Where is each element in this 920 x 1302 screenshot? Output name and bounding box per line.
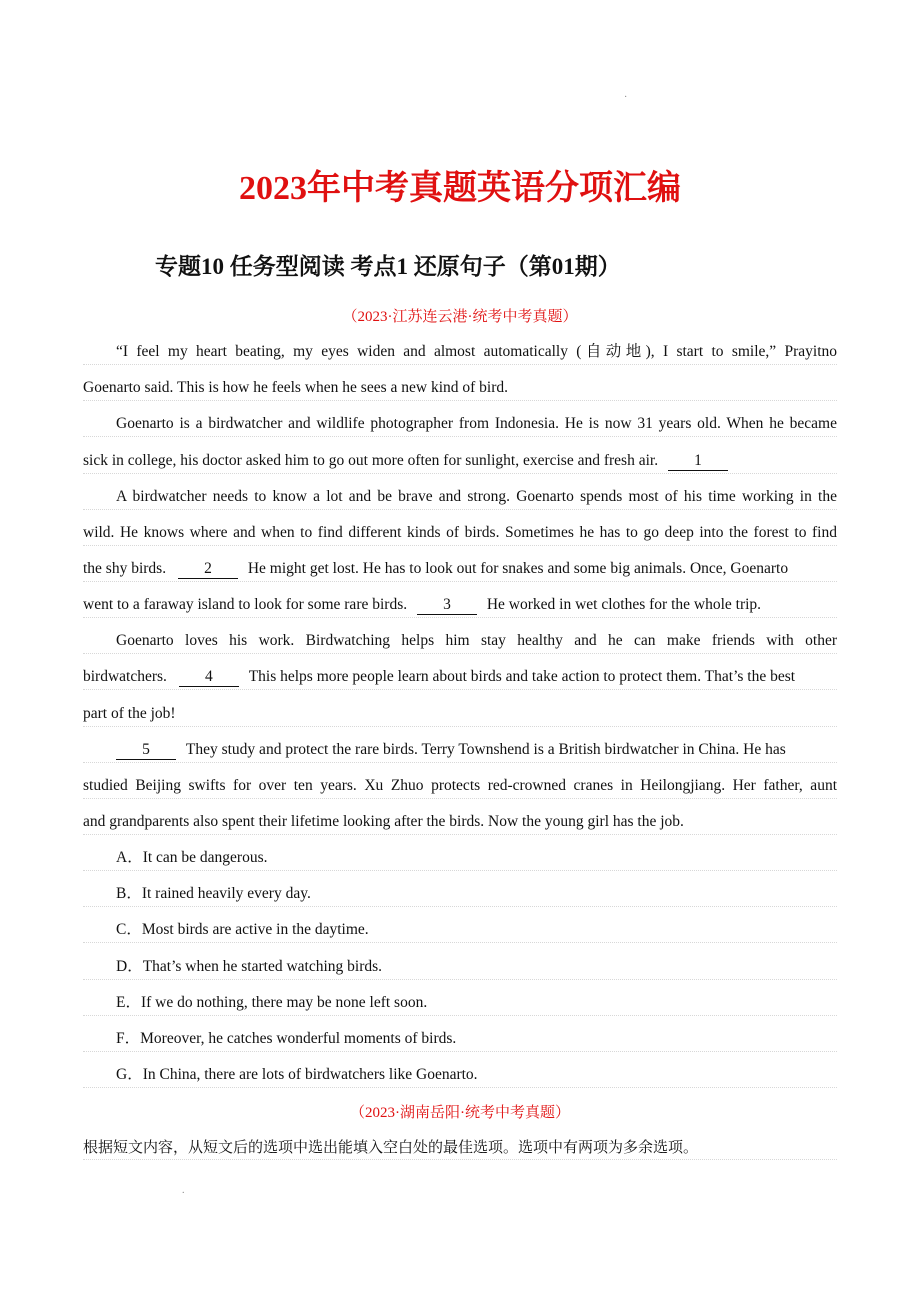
option-g[interactable] [83, 1065, 837, 1088]
option-b[interactable] [83, 884, 837, 907]
blank-1[interactable]: 1 [668, 452, 728, 471]
blank-4[interactable]: 4 [179, 668, 239, 687]
passage-line [83, 595, 837, 618]
blank-2[interactable]: 2 [178, 560, 238, 579]
option-f[interactable] [83, 1029, 837, 1052]
passage-line: Goenarto said. This is how he feels when he sees a new kind of bird. [83, 378, 837, 401]
option-a[interactable] [83, 848, 837, 871]
passage-line [83, 740, 837, 763]
passage-line: part of the job! [83, 704, 837, 727]
passage-text: birdwatchers. [83, 668, 167, 685]
passage-text: He worked in wet clothes for the whole trip. [486, 596, 762, 613]
option-c[interactable] [83, 920, 837, 943]
decorative-dot: · [624, 92, 628, 103]
decorative-dot: . [182, 1185, 185, 1196]
passage-text: the shy birds. [83, 560, 167, 577]
passage-line: wild. He knows where and when to find different kinds of birds. Sometimes he has to go deep into the forest to find [83, 523, 837, 546]
passage-line: A birdwatcher needs to know a lot and be brave and strong. Goenarto spends most of his time working in the [83, 487, 837, 510]
option-text: A．It can be dangerous. [116, 849, 268, 866]
option-d[interactable] [83, 957, 837, 980]
option-text: D．That’s when he started watching birds. [116, 958, 383, 975]
passage-line: and grandparents also spent their lifetime looking after the birds. Now the young girl has the job. [83, 812, 837, 835]
passage-text: went to a faraway island to look for some rare birds. [83, 596, 408, 613]
passage2-source: （2023·湖南岳阳·统考中考真题） [350, 1105, 570, 1121]
passage-line: Goenarto is a birdwatcher and wildlife photographer from Indonesia. He is now 31 years old. When he became [83, 414, 837, 437]
option-text: B．It rained heavily every day. [116, 885, 311, 902]
option-text: C．Most birds are active in the daytime. [116, 921, 369, 938]
passage-line [83, 451, 837, 474]
passage2-instruction: 根据短文内容，从短文后的选项中选出能填入空白处的最佳选项。选项中有两项为多余选项。 [83, 1137, 837, 1160]
blank-5[interactable]: 5 [116, 741, 176, 760]
passage-line [83, 559, 837, 582]
passage-text: sick in college, his doctor asked him to go out more often for sunlight, exercise and fresh air. [83, 452, 659, 469]
passage-line: “I feel my heart beating, my eyes widen and almost automatically (自动地), I start to smile,” Prayitno [83, 342, 837, 365]
passage-text: They study and protect the rare birds. Terry Townshend is a British birdwatcher in China. He has [185, 741, 786, 758]
page-title: 2023年中考真题英语分项汇编 [239, 170, 681, 207]
option-e[interactable] [83, 993, 837, 1016]
blank-3[interactable]: 3 [417, 596, 477, 615]
passage-text: He might get lost. He has to look out for snakes and some big animals. Once, Goenarto [247, 560, 789, 577]
option-text: F．Moreover, he catches wonderful moments of birds. [116, 1030, 457, 1047]
passage1-source: （2023·江苏连云港·统考中考真题） [342, 309, 578, 325]
passage-line: studied Beijing swifts for over ten years. Xu Zhuo protects red-crowned cranes in Heilongjiang. Her father, aunt [83, 776, 837, 799]
passage-line: Goenarto loves his work. Birdwatching helps him stay healthy and he can make friends with other [83, 631, 837, 654]
passage-text: This helps more people learn about birds and take action to protect them. That’s the best [248, 668, 796, 685]
option-text: E．If we do nothing, there may be none left soon. [116, 994, 428, 1011]
page-subtitle: 专题10 任务型阅读 考点1 还原句子（第01期） [155, 254, 621, 279]
option-text: G．In China, there are lots of birdwatchers like Goenarto. [116, 1066, 478, 1083]
passage-line [83, 667, 837, 690]
